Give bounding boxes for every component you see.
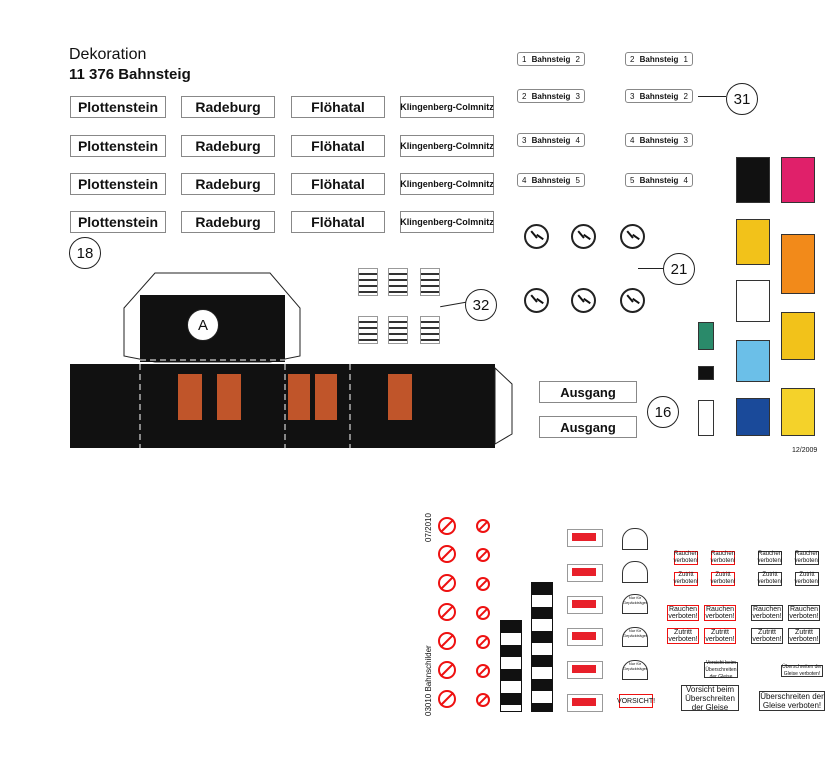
prohibition-icon	[476, 548, 490, 562]
platform-plate	[517, 52, 585, 66]
prohibition-icon	[438, 545, 456, 563]
plate-num: 2	[575, 54, 580, 64]
part-label-a: A	[187, 309, 219, 341]
window	[217, 374, 241, 420]
marker-post	[500, 620, 522, 712]
platform-plate	[517, 89, 585, 103]
window	[288, 374, 310, 420]
no-smoking-sign: Rauchen verboten!	[789, 606, 819, 620]
window	[388, 374, 412, 420]
sheet-date: 07/2010	[424, 513, 433, 542]
prohibition-icon	[476, 577, 490, 591]
prohibition-icon	[438, 661, 456, 679]
window	[178, 374, 202, 420]
prohibition-icon	[476, 664, 490, 678]
no-entry-sign: Zutritt verboten!	[705, 629, 735, 643]
plate-num: 3	[522, 135, 527, 145]
leader-line	[638, 268, 664, 269]
part-number-32: 32	[465, 289, 497, 321]
caution-sign: VORSICHT!	[619, 694, 653, 708]
no-entry-sign: Zutritt verboten!	[668, 629, 698, 643]
track-caution-sign: Vorsicht beim Überschreiten der Gleise	[705, 659, 737, 680]
part-number-16: 16	[647, 396, 679, 428]
leader-line	[698, 96, 726, 97]
part-number-31: 31	[726, 83, 758, 115]
plate-num: 2	[522, 91, 527, 101]
sign-plottenstein: Plottenstein	[70, 173, 166, 195]
plate-label: Bahnsteig	[531, 54, 571, 64]
platform-plate	[517, 173, 585, 187]
red-panel	[567, 529, 603, 547]
no-smoking-sign: Rauchen verboten!	[673, 551, 699, 564]
no-smoking-sign: Rauchen verboten!	[710, 551, 736, 564]
plate-num: 4	[575, 135, 580, 145]
poster	[781, 388, 815, 436]
plate-label: Bahnsteig	[531, 135, 571, 145]
porter-sign: Nur für Gepäckträger	[622, 660, 648, 680]
sign-klingenberg: Klingenberg-Colmnitz	[400, 96, 494, 118]
plate-label: Bahnsteig	[531, 91, 571, 101]
red-panel	[567, 596, 603, 614]
sign-plottenstein: Plottenstein	[70, 96, 166, 118]
sign-plottenstein: Plottenstein	[70, 135, 166, 157]
plate-num: 1	[683, 54, 688, 64]
prohibition-icon	[438, 603, 456, 621]
sheet-title: Dekoration	[69, 46, 147, 63]
platform-plate	[625, 173, 693, 187]
clock-icon	[620, 224, 645, 249]
plate-num: 4	[522, 175, 527, 185]
red-panel	[567, 564, 603, 582]
poster	[736, 157, 770, 203]
plate-label: Bahnsteig	[639, 175, 679, 185]
no-smoking-sign: Rauchen verboten!	[752, 606, 782, 620]
track-caution-sign: Vorsicht beim Überschreiten der Gleise	[681, 685, 739, 711]
poster	[698, 322, 714, 350]
prohibition-icon	[438, 574, 456, 592]
porter-sign: Nur für Gepäckträger	[622, 627, 648, 647]
plate-num: 2	[683, 91, 688, 101]
poster	[781, 312, 815, 360]
no-entry-sign: Zutritt verboten!	[673, 572, 699, 585]
no-entry-sign: Zutritt verboten!	[710, 572, 736, 585]
sign-floehatal: Flöhatal	[291, 173, 385, 195]
platform-plate	[625, 52, 693, 66]
exit-sign: Ausgang	[539, 416, 637, 438]
plate-num: 3	[630, 91, 635, 101]
plate-label: Bahnsteig	[639, 91, 679, 101]
arch-sign	[622, 561, 648, 583]
prohibition-icon	[476, 635, 490, 649]
no-smoking-sign: Rauchen verboten!	[757, 551, 783, 564]
plate-num: 3	[683, 135, 688, 145]
poster	[781, 234, 815, 294]
track-prohibit-sign: Überschreiten der Gleise verboten!	[782, 664, 822, 677]
plate-label: Bahnsteig	[639, 135, 679, 145]
marker-post	[531, 582, 553, 712]
part-number-21: 21	[663, 253, 695, 285]
no-smoking-sign: Rauchen verboten!	[705, 606, 735, 620]
plate-num: 2	[630, 54, 635, 64]
platform-plate	[625, 89, 693, 103]
arch-sign	[622, 528, 648, 550]
red-panel	[567, 661, 603, 679]
sign-floehatal: Flöhatal	[291, 96, 385, 118]
platform-plate	[517, 133, 585, 147]
sheet-label: 03010 Bahnschilder	[424, 645, 433, 716]
no-entry-sign: Zutritt verboten!	[789, 629, 819, 643]
sign-klingenberg: Klingenberg-Colmnitz	[400, 173, 494, 195]
building-cutout	[60, 268, 520, 458]
poster	[781, 157, 815, 203]
poster	[698, 366, 714, 380]
red-panel	[567, 694, 603, 712]
plate-num: 4	[630, 135, 635, 145]
plate-num: 1	[522, 54, 527, 64]
prohibition-icon	[438, 517, 456, 535]
prohibition-icon	[476, 693, 490, 707]
print-date: 12/2009	[792, 447, 818, 454]
plate-num: 3	[575, 91, 580, 101]
plate-num: 5	[630, 175, 635, 185]
no-smoking-sign: Rauchen verboten!	[668, 606, 698, 620]
part-number-18: 18	[69, 237, 101, 269]
track-prohibit-sign: Überschreiten der Gleise verboten!	[760, 692, 824, 710]
sign-radeburg: Radeburg	[181, 173, 275, 195]
red-panel	[567, 628, 603, 646]
exit-sign: Ausgang	[539, 381, 637, 403]
sign-radeburg: Radeburg	[181, 211, 275, 233]
wall-panel	[70, 364, 495, 448]
porter-sign: Nur für Gepäckträger	[622, 594, 648, 614]
platform-plate	[625, 133, 693, 147]
poster	[698, 400, 714, 436]
no-entry-sign: Zutritt verboten!	[794, 572, 820, 585]
poster	[736, 219, 770, 265]
plate-label: Bahnsteig	[639, 54, 679, 64]
sign-floehatal: Flöhatal	[291, 211, 385, 233]
poster	[736, 398, 770, 436]
poster	[736, 280, 770, 322]
prohibition-icon	[438, 632, 456, 650]
sign-klingenberg: Klingenberg-Colmnitz	[400, 211, 494, 233]
no-smoking-sign: Rauchen verboten!	[794, 551, 820, 564]
prohibition-icon	[476, 606, 490, 620]
clock-icon	[620, 288, 645, 313]
sign-floehatal: Flöhatal	[291, 135, 385, 157]
sign-radeburg: Radeburg	[181, 96, 275, 118]
sign-klingenberg: Klingenberg-Colmnitz	[400, 135, 494, 157]
plate-num: 4	[683, 175, 688, 185]
prohibition-icon	[438, 690, 456, 708]
clock-icon	[571, 288, 596, 313]
sign-radeburg: Radeburg	[181, 135, 275, 157]
no-entry-sign: Zutritt verboten!	[757, 572, 783, 585]
plate-num: 5	[575, 175, 580, 185]
prohibition-icon	[476, 519, 490, 533]
clock-icon	[524, 288, 549, 313]
clock-icon	[524, 224, 549, 249]
plate-label: Bahnsteig	[531, 175, 571, 185]
sheet-subtitle: 11 376 Bahnsteig	[69, 66, 191, 83]
window	[315, 374, 337, 420]
clock-icon	[571, 224, 596, 249]
side-flap	[495, 368, 512, 444]
poster	[736, 340, 770, 382]
sign-plottenstein: Plottenstein	[70, 211, 166, 233]
no-entry-sign: Zutritt verboten!	[752, 629, 782, 643]
